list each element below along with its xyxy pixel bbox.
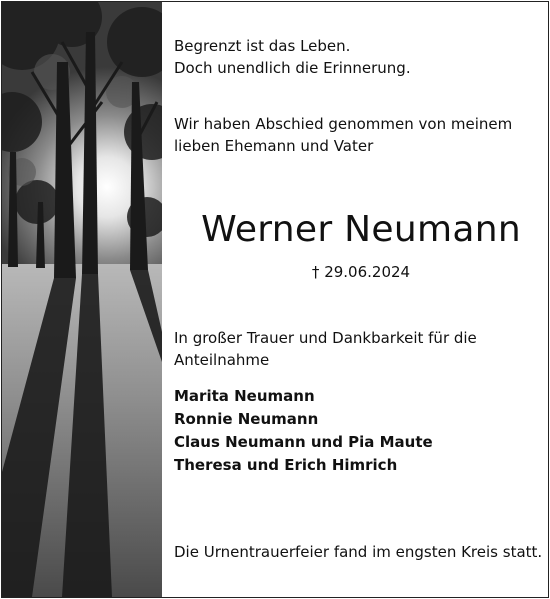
mourner-name: Marita Neumann xyxy=(174,387,315,405)
mourner-name: Theresa und Erich Himrich xyxy=(174,456,398,474)
gratitude-line-2: Anteilnahme xyxy=(174,351,270,369)
obituary-notice xyxy=(1,1,549,598)
tree-photo xyxy=(2,2,162,597)
deceased-name: Werner Neumann xyxy=(201,209,521,250)
death-date: † 29.06.2024 xyxy=(311,263,411,281)
intro-line-1: Wir haben Abschied genommen von meinem xyxy=(174,115,513,133)
motto-line-2: Doch unendlich die Erinnerung. xyxy=(174,59,411,77)
motto-line-1: Begrenzt ist das Leben. xyxy=(174,37,351,55)
mourner-name: Claus Neumann und Pia Maute xyxy=(174,433,433,451)
gratitude-line-1: In großer Trauer und Dankbarkeit für die xyxy=(174,329,477,347)
notice-text xyxy=(174,2,544,597)
closing-text: Die Urnentrauerfeier fand im engsten Kreis statt. xyxy=(174,543,543,561)
mourner-name: Ronnie Neumann xyxy=(174,410,319,428)
intro-line-2: lieben Ehemann und Vater xyxy=(174,137,374,155)
